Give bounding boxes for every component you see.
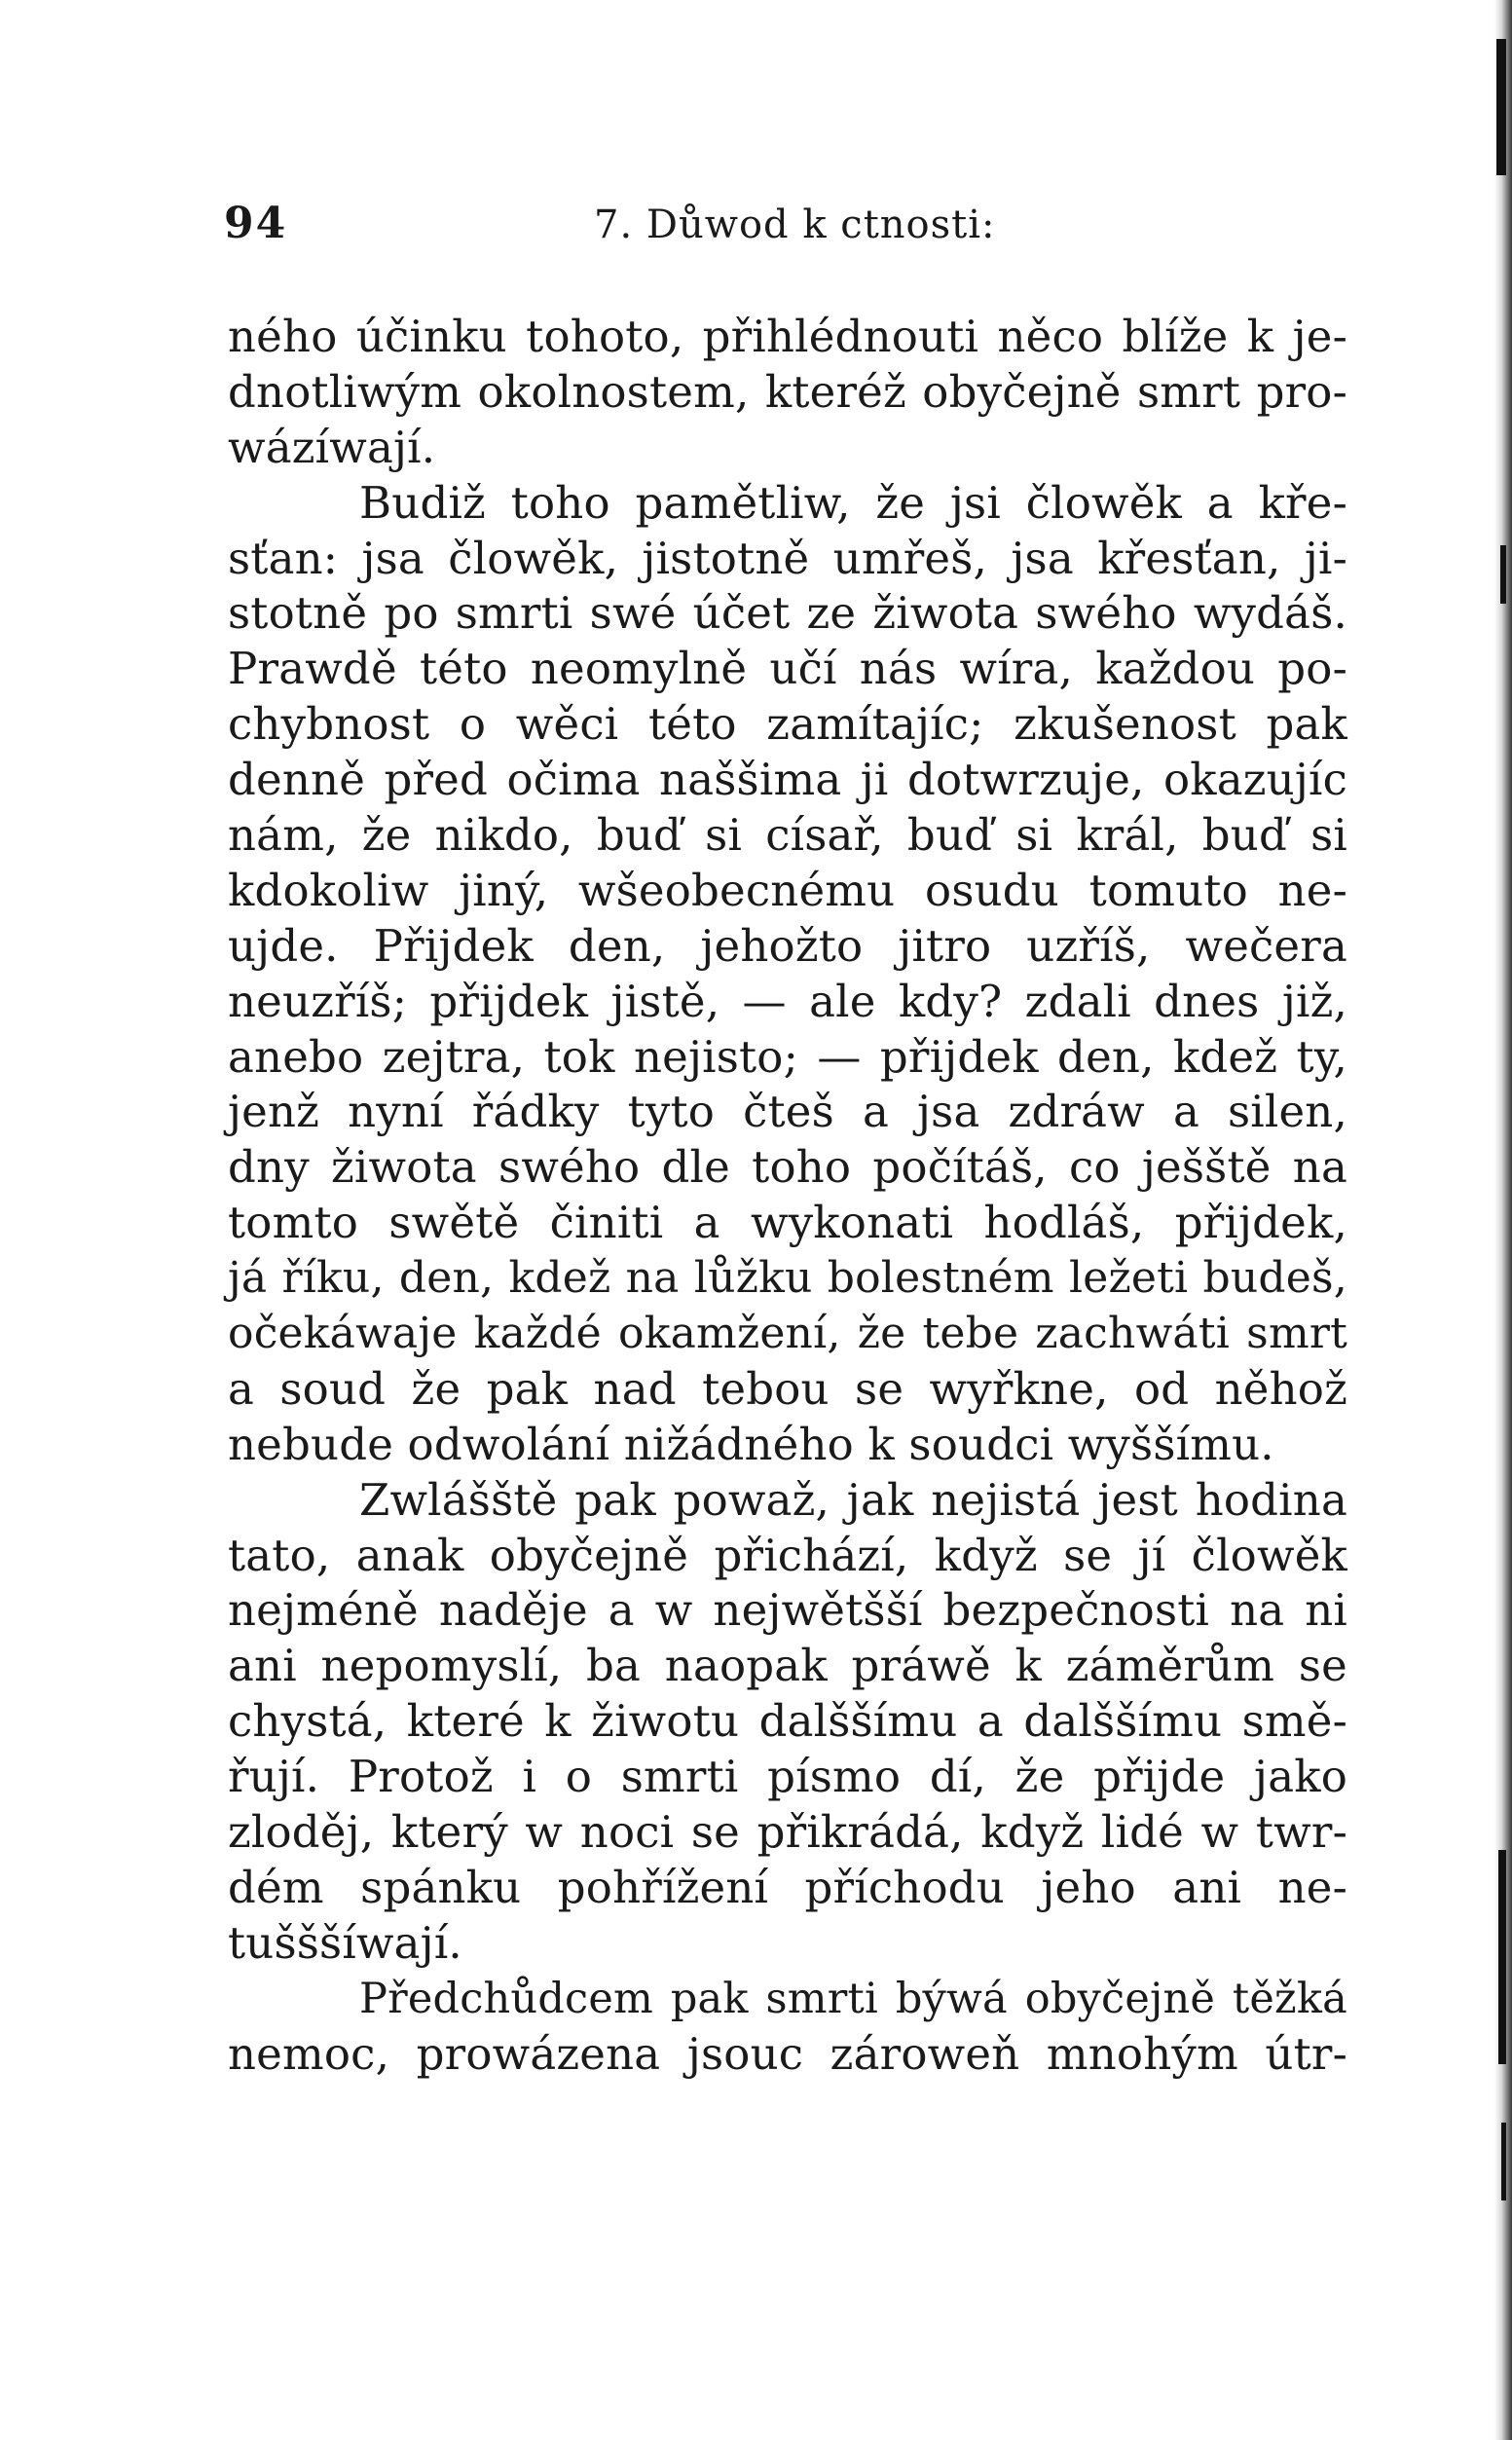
text-line: stotně po smrti swé účet ze žiwota swého wydáš. bbox=[228, 587, 1347, 640]
running-head bbox=[224, 199, 1363, 257]
text-line: anebo zejtra, tok nejisto; — přijdek den, kdež ty, bbox=[228, 1030, 1347, 1083]
text-line: Budiž toho pamětliw, že jsi člowěk a kře- bbox=[359, 476, 1347, 529]
body-text bbox=[228, 310, 1347, 2083]
text-line: Zwlášště pak powaž, jak nejistá jest hodina bbox=[359, 1473, 1347, 1526]
text-line: nám, že nikdo, buď si císař, buď si král, buď si bbox=[228, 809, 1347, 862]
text-line: denně před očima naššima ji dotwrzuje, okazujíc bbox=[228, 754, 1347, 806]
text-line: dém spánku pohřížení příchodu jeho ani ne- bbox=[228, 1861, 1347, 1913]
text-line: zloděj, který w noci se přikrádá, když lidé w twr- bbox=[228, 1806, 1347, 1859]
text-line: a soud že pak nad tebou se wyřkne, od něhož bbox=[228, 1362, 1347, 1415]
text-line: očekáwaje každé okamžení, že tebe zachwáti smrt bbox=[228, 1309, 1347, 1359]
text-line: neuzříš; přijdek jistě, — ale kdy? zdali dnes již, bbox=[228, 975, 1347, 1027]
chapter-title: 7. Důwod k ctnosti: bbox=[594, 203, 996, 247]
text-line: nebude odwolání nižádného k soudci wyššímu. bbox=[228, 1418, 1274, 1470]
text-line: ujde. Přijdek den, jehožto jitro uzříš, wečera bbox=[228, 919, 1347, 972]
text-line: jenž nyní řádky tyto čteš a jsa zdráw a silen, bbox=[228, 1086, 1347, 1138]
page-number: 94 bbox=[224, 199, 288, 248]
text-line: tomto swětě činiti a wykonati hodláš, přijdek, bbox=[228, 1197, 1347, 1249]
text-line: ného účinku tohoto, přihlédnouti něco blíže k je- bbox=[228, 311, 1347, 362]
page-edge-shadow bbox=[1494, 0, 1512, 2440]
binding-mark bbox=[1501, 2123, 1506, 2200]
text-line: sťan: jsa člowěk, jistotně umřeš, jsa křesťan, ji- bbox=[228, 532, 1347, 584]
text-line: ani nepomyslí, ba naopak práwě k záměrům se bbox=[228, 1640, 1347, 1692]
binding-mark bbox=[1500, 545, 1506, 604]
text-line: já říku, den, kdež na lůžku bolestném ležeti budeš, bbox=[228, 1253, 1347, 1304]
text-line: Prawdě této neomylně učí nás wíra, každou po- bbox=[228, 643, 1347, 695]
text-line: nemoc, prowázena jsouc zároweň mnohým útr- bbox=[228, 2027, 1347, 2080]
text-line: dnotliwým okolnostem, kteréž obyčejně smrt pro- bbox=[228, 365, 1347, 418]
text-line: řují. Protož i o smrti písmo dí, že přijde jako bbox=[228, 1751, 1347, 1803]
text-line: tušššíwají. bbox=[228, 1916, 462, 1969]
text-line: chybnost o wěci této zamítajíc; zkušenost pak bbox=[228, 698, 1347, 751]
binding-mark bbox=[1496, 39, 1506, 175]
text-line: wázíwají. bbox=[228, 421, 436, 473]
text-line: tato, anak obyčejně přichází, když se jí člowěk bbox=[228, 1529, 1347, 1581]
binding-mark bbox=[1498, 1850, 1506, 2064]
text-line: Předchůdcem pak smrti býwá obyčejně těžká bbox=[359, 1974, 1347, 2023]
text-line: dny žiwota swého dle toho počítáš, co ješště na bbox=[228, 1141, 1347, 1194]
text-line: kdokoliw jiný, wšeobecnému osudu tomuto ne- bbox=[228, 864, 1347, 916]
text-line: chystá, které k žiwotu dalššímu a dalššímu smě- bbox=[228, 1695, 1347, 1748]
text-line: nejméně naděje a w nejwětšší bezpečnosti na ni bbox=[228, 1584, 1347, 1637]
